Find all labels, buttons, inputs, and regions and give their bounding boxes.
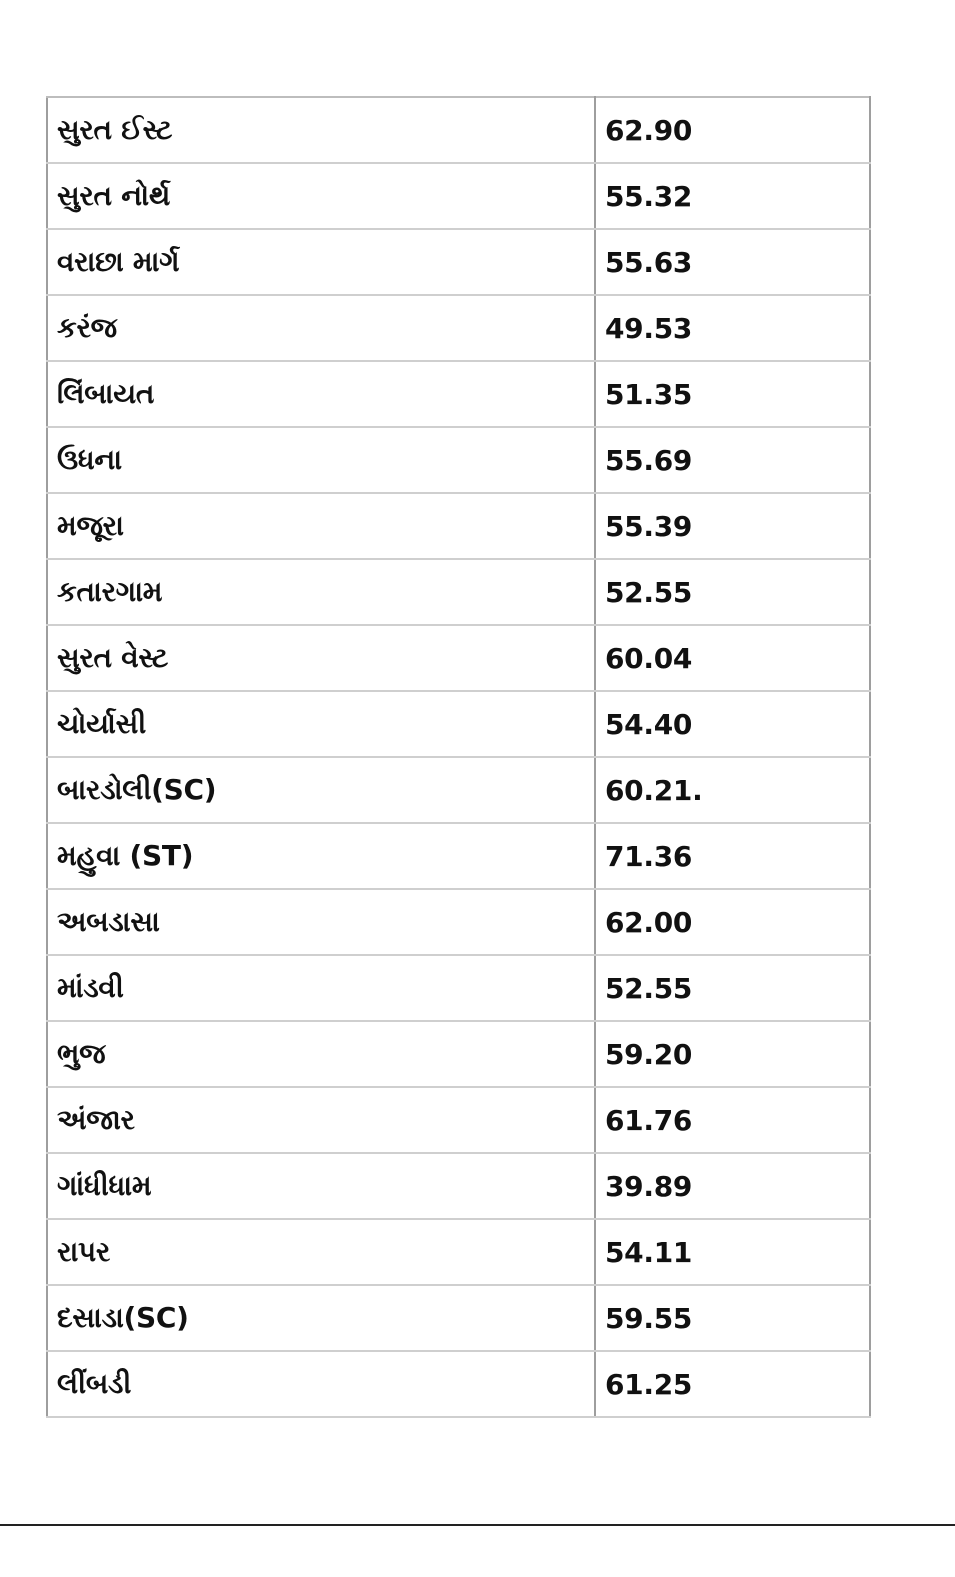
table-row [47,229,870,295]
table-row [47,955,870,1021]
table-row [47,427,870,493]
constituency-name-cell: લિંબાયત [47,361,595,427]
results-table-body [47,97,870,1417]
table-row [47,1219,870,1285]
table-row [47,493,870,559]
table-row [47,163,870,229]
turnout-value-cell: 59.20 [595,1021,870,1087]
table-row [47,97,870,163]
constituency-name-cell: કરંજ [47,295,595,361]
constituency-name-cell: બારડોલી(SC) [47,757,595,823]
results-table [46,96,871,1418]
constituency-name-cell: મહુવા (ST) [47,823,595,889]
table-row [47,1285,870,1351]
constituency-name-cell: અબડાસા [47,889,595,955]
turnout-value-cell: 55.63 [595,229,870,295]
constituency-name-cell: અંજાર [47,1087,595,1153]
turnout-value-cell: 59.55 [595,1285,870,1351]
table-row [47,1087,870,1153]
turnout-value-cell: 54.40 [595,691,870,757]
turnout-value-cell: 62.90 [595,97,870,163]
constituency-name-cell: ભુજ [47,1021,595,1087]
table-row [47,1021,870,1087]
table-row [47,823,870,889]
constituency-name-cell: દસાડા(SC) [47,1285,595,1351]
table-row [47,625,870,691]
constituency-name-cell: માંડવી [47,955,595,1021]
turnout-value-cell: 55.39 [595,493,870,559]
table-row [47,889,870,955]
turnout-value-cell: 55.32 [595,163,870,229]
bottom-divider [0,1524,955,1526]
turnout-value-cell: 52.55 [595,559,870,625]
constituency-name-cell: ઉધના [47,427,595,493]
turnout-value-cell: 61.76 [595,1087,870,1153]
turnout-value-cell: 71.36 [595,823,870,889]
constituency-name-cell: કતારગામ [47,559,595,625]
turnout-value-cell: 61.25 [595,1351,870,1417]
turnout-value-cell: 60.21. [595,757,870,823]
turnout-value-cell: 52.55 [595,955,870,1021]
constituency-name-cell: સુરત ઈસ્ટ [47,97,595,163]
turnout-value-cell: 54.11 [595,1219,870,1285]
constituency-name-cell: મજૂરા [47,493,595,559]
turnout-value-cell: 60.04 [595,625,870,691]
table-row [47,1351,870,1417]
constituency-name-cell: ચોર્યાસી [47,691,595,757]
turnout-value-cell: 62.00 [595,889,870,955]
table-row [47,361,870,427]
constituency-name-cell: રાપર [47,1219,595,1285]
turnout-value-cell: 55.69 [595,427,870,493]
turnout-value-cell: 49.53 [595,295,870,361]
table-row [47,295,870,361]
constituency-name-cell: ગાંધીધામ [47,1153,595,1219]
constituency-name-cell: લીંબડી [47,1351,595,1417]
constituency-name-cell: સુરત વેસ્ટ [47,625,595,691]
turnout-value-cell: 51.35 [595,361,870,427]
table-row [47,559,870,625]
turnout-value-cell: 39.89 [595,1153,870,1219]
table-row [47,757,870,823]
constituency-name-cell: સુરત નોર્થ [47,163,595,229]
table-row [47,1153,870,1219]
table-row [47,691,870,757]
constituency-name-cell: વરાછા માર્ગ [47,229,595,295]
